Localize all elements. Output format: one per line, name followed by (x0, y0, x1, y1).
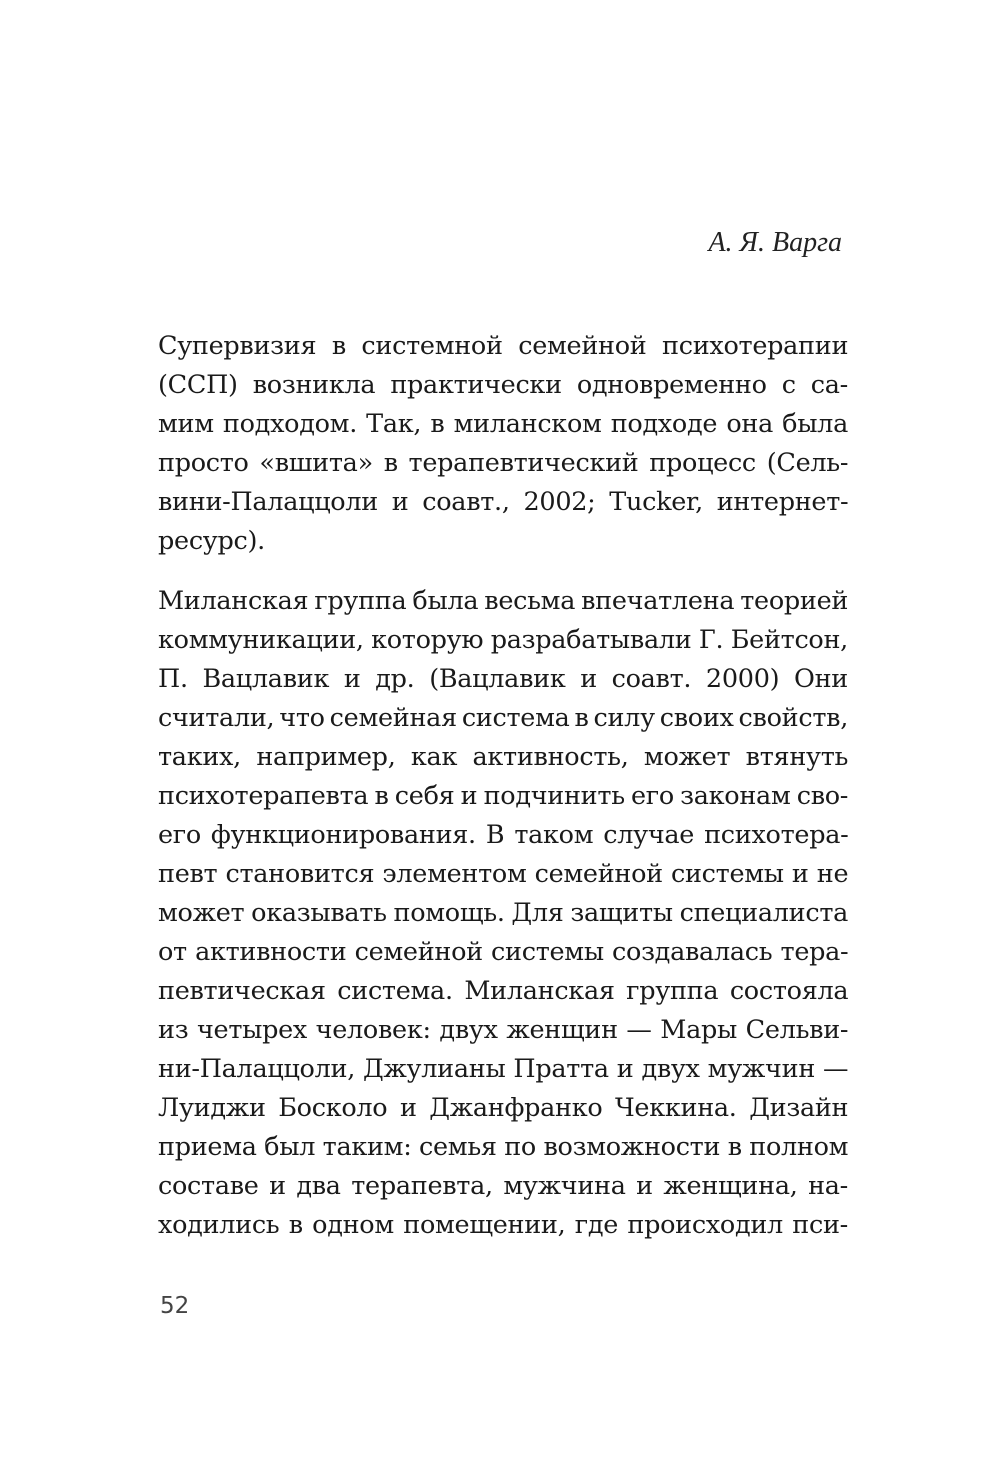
text-line: Супервизия в системной семейной психотерапии (158, 331, 849, 361)
text-line: считали, что семейная система в силу своих свойств, (158, 703, 848, 733)
text-line: (ССП) возникла практически одновременно с са- (158, 370, 848, 400)
text-line: певтическая система. Миланская группа состояла (158, 976, 849, 1006)
text-line: просто «вшита» в терапевтический процесс (Сель- (158, 448, 849, 478)
text-line: таких, например, как активность, может втянуть (158, 742, 849, 772)
text-line: от активности семейной системы создавалась тера- (158, 937, 849, 967)
text-line: коммуникации, которую разрабатывали Г. Бейтсон, (158, 625, 848, 655)
text-line: вини-Палаццоли и соавт., 2002; Tucker, интернет- (158, 487, 849, 517)
text-line: из четырех человек: двух женщин — Мары Сельви- (158, 1015, 849, 1045)
page-number: 52 (160, 1293, 190, 1319)
text-line: составе и два терапевта, мужчина и женщина, на- (158, 1171, 848, 1201)
paragraph-2 (158, 582, 848, 1245)
text-line: ходились в одном помещении, где происходил пси- (158, 1210, 848, 1240)
text-line: певт становится элементом семейной системы и не (158, 859, 849, 889)
text-line: ресурс). (158, 526, 265, 556)
text-line: приема был таким: семья по возможности в полном (158, 1132, 849, 1162)
text-line: П. Вацлавик и др. (Вацлавик и соавт. 2000) Они (158, 664, 848, 694)
text-line: ни-Палаццоли, Джулианы Пратта и двух мужчин — (158, 1054, 849, 1084)
paragraph-1 (158, 327, 848, 561)
text-line: мим подходом. Так, в миланском подходе она была (158, 409, 848, 439)
text-line: может оказывать помощь. Для защиты специалиста (158, 898, 849, 928)
text-line: его функционирования. В таком случае психотера- (158, 820, 849, 850)
text-line: Миланская группа была весьма впечатлена теорией (158, 586, 849, 616)
running-head-author: А. Я. Варга (708, 227, 842, 258)
text-line: психотерапевта в себя и подчинить его законам сво- (158, 781, 849, 811)
text-line: Луиджи Босколо и Джанфранко Чеккина. Дизайн (158, 1093, 849, 1123)
